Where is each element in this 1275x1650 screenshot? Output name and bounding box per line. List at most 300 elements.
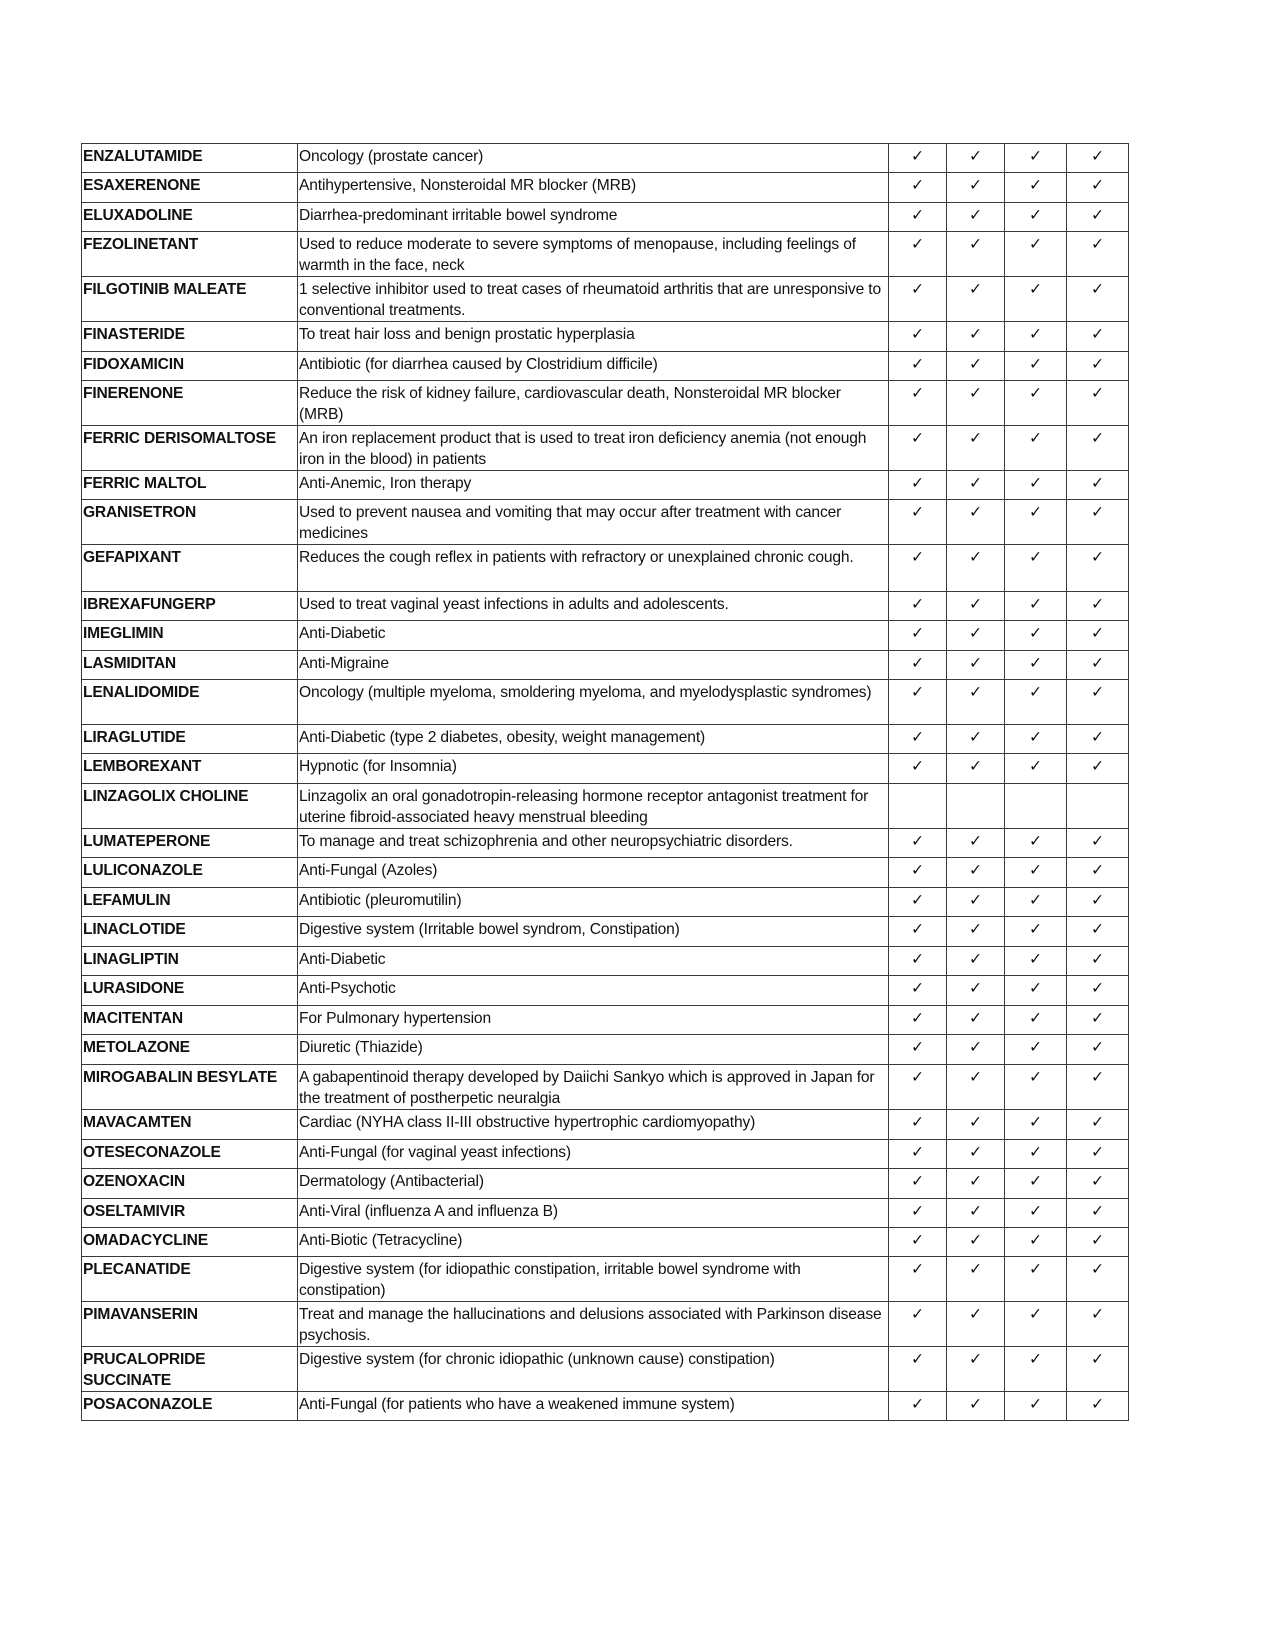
check-cell-2	[947, 829, 1005, 858]
check-cell-3	[1005, 1347, 1067, 1392]
checkmark-icon: ✓	[910, 683, 925, 701]
check-cell-3	[1005, 592, 1067, 621]
drug-description-cell: Used to treat vaginal yeast infections in adults and adolescents.	[298, 592, 889, 621]
checkmark-icon: ✓	[1090, 920, 1105, 938]
checkmark-icon: ✓	[1090, 1068, 1105, 1086]
check-cell-3	[1005, 500, 1067, 545]
table-row	[82, 1392, 1129, 1421]
checkmark-icon: ✓	[968, 950, 983, 968]
checkmark-icon: ✓	[910, 891, 925, 909]
check-cell-2	[947, 203, 1005, 232]
check-cell-2	[947, 1140, 1005, 1169]
checkmark-icon: ✓	[968, 891, 983, 909]
drug-description-cell: For Pulmonary hypertension	[298, 1006, 889, 1035]
checkmark-icon: ✓	[1090, 683, 1105, 701]
drug-name-cell: MACITENTAN	[82, 1006, 298, 1035]
check-cell-4	[1067, 1006, 1129, 1035]
checkmark-icon: ✓	[910, 429, 925, 447]
checkmark-icon: ✓	[968, 548, 983, 566]
checkmark-icon: ✓	[1090, 728, 1105, 746]
checkmark-icon: ✓	[910, 1350, 925, 1368]
drug-description-cell: Oncology (prostate cancer)	[298, 144, 889, 173]
check-cell-4	[1067, 1302, 1129, 1347]
check-cell-2	[947, 1302, 1005, 1347]
check-cell-1	[889, 1110, 947, 1140]
drug-name-cell: FERRIC DERISOMALTOSE	[82, 426, 298, 471]
table-row	[82, 976, 1129, 1006]
drug-description-cell: Reduce the risk of kidney failure, cardiovascular death, Nonsteroidal MR blocker (MRB)	[298, 381, 889, 426]
checkmark-icon: ✓	[1090, 1260, 1105, 1278]
drug-description-cell: Hypnotic (for Insomnia)	[298, 754, 889, 784]
table-row	[82, 1199, 1129, 1228]
checkmark-icon: ✓	[910, 595, 925, 613]
table-row	[82, 500, 1129, 545]
checkmark-icon: ✓	[968, 920, 983, 938]
check-cell-3	[1005, 1169, 1067, 1199]
checkmark-icon: ✓	[910, 206, 925, 224]
checkmark-icon: ✓	[1090, 1231, 1105, 1249]
drug-description-cell: Cardiac (NYHA class II-III obstructive hypertrophic cardiomyopathy)	[298, 1110, 889, 1140]
drug-description-cell: 1 selective inhibitor used to treat cases of rheumatoid arthritis that are unresponsive to conventional treatments.	[298, 277, 889, 322]
check-cell-2	[947, 754, 1005, 784]
check-cell-1	[889, 500, 947, 545]
check-cell-4	[1067, 352, 1129, 381]
check-cell-3	[1005, 322, 1067, 352]
drug-name-cell: MAVACAMTEN	[82, 1110, 298, 1140]
check-cell-3	[1005, 829, 1067, 858]
drug-description-cell: Anti-Diabetic	[298, 621, 889, 651]
check-cell-4	[1067, 545, 1129, 592]
checkmark-icon: ✓	[910, 1009, 925, 1027]
checkmark-icon: ✓	[968, 979, 983, 997]
table-row	[82, 592, 1129, 621]
checkmark-icon: ✓	[1028, 1009, 1043, 1027]
checkmark-icon: ✓	[1090, 1350, 1105, 1368]
check-cell-1	[889, 173, 947, 203]
check-cell-1	[889, 1392, 947, 1421]
checkmark-icon: ✓	[1028, 206, 1043, 224]
check-cell-3	[1005, 277, 1067, 322]
check-cell-1	[889, 1169, 947, 1199]
table-row	[82, 173, 1129, 203]
checkmark-icon: ✓	[1028, 1038, 1043, 1056]
checkmark-icon: ✓	[1090, 1009, 1105, 1027]
checkmark-icon: ✓	[1028, 474, 1043, 492]
checkmark-icon: ✓	[968, 1350, 983, 1368]
checkmark-icon: ✓	[1090, 861, 1105, 879]
check-cell-1	[889, 322, 947, 352]
drug-name-cell: LINAGLIPTIN	[82, 947, 298, 976]
checkmark-icon: ✓	[1090, 1172, 1105, 1190]
check-cell-4	[1067, 725, 1129, 754]
check-cell-1	[889, 784, 947, 829]
check-cell-4	[1067, 203, 1129, 232]
check-cell-4	[1067, 754, 1129, 784]
drug-name-cell: FILGOTINIB MALEATE	[82, 277, 298, 322]
check-cell-2	[947, 173, 1005, 203]
check-cell-4	[1067, 173, 1129, 203]
table-row	[82, 1228, 1129, 1257]
checkmark-icon: ✓	[1028, 1143, 1043, 1161]
drug-name-cell: LUMATEPERONE	[82, 829, 298, 858]
table-row	[82, 1035, 1129, 1065]
check-cell-2	[947, 352, 1005, 381]
check-cell-3	[1005, 754, 1067, 784]
checkmark-icon: ✓	[910, 979, 925, 997]
checkmark-icon: ✓	[910, 325, 925, 343]
checkmark-icon: ✓	[1090, 325, 1105, 343]
checkmark-icon: ✓	[1090, 474, 1105, 492]
check-cell-1	[889, 1006, 947, 1035]
drug-name-cell: FINASTERIDE	[82, 322, 298, 352]
checkmark-icon: ✓	[968, 832, 983, 850]
check-cell-4	[1067, 1199, 1129, 1228]
checkmark-icon: ✓	[1090, 384, 1105, 402]
check-cell-4	[1067, 1228, 1129, 1257]
drug-description-cell: Anti-Psychotic	[298, 976, 889, 1006]
check-cell-4	[1067, 1065, 1129, 1110]
check-cell-1	[889, 1199, 947, 1228]
check-cell-3	[1005, 203, 1067, 232]
check-cell-3	[1005, 621, 1067, 651]
checkmark-icon: ✓	[968, 757, 983, 775]
check-cell-3	[1005, 1392, 1067, 1421]
check-cell-1	[889, 144, 947, 173]
check-cell-4	[1067, 471, 1129, 500]
checkmark-icon: ✓	[968, 1305, 983, 1323]
drug-name-cell: PIMAVANSERIN	[82, 1302, 298, 1347]
check-cell-2	[947, 725, 1005, 754]
checkmark-icon: ✓	[1090, 654, 1105, 672]
check-cell-4	[1067, 829, 1129, 858]
check-cell-1	[889, 947, 947, 976]
drug-name-cell: GEFAPIXANT	[82, 545, 298, 592]
checkmark-icon: ✓	[1090, 891, 1105, 909]
drug-name-cell: FINERENONE	[82, 381, 298, 426]
check-cell-1	[889, 352, 947, 381]
checkmark-icon: ✓	[1090, 1202, 1105, 1220]
check-cell-1	[889, 680, 947, 725]
drug-description-cell: Anti-Diabetic (type 2 diabetes, obesity, weight management)	[298, 725, 889, 754]
checkmark-icon: ✓	[968, 1113, 983, 1131]
check-cell-1	[889, 888, 947, 917]
table-row	[82, 232, 1129, 277]
checkmark-icon: ✓	[910, 235, 925, 253]
checkmark-icon: ✓	[1028, 728, 1043, 746]
checkmark-icon: ✓	[910, 1305, 925, 1323]
check-cell-2	[947, 277, 1005, 322]
drug-name-cell: POSACONAZOLE	[82, 1392, 298, 1421]
check-cell-1	[889, 858, 947, 888]
table-row	[82, 888, 1129, 917]
check-cell-2	[947, 144, 1005, 173]
check-cell-1	[889, 232, 947, 277]
check-cell-2	[947, 621, 1005, 651]
checkmark-icon: ✓	[910, 384, 925, 402]
drug-description-cell: Antihypertensive, Nonsteroidal MR blocker (MRB)	[298, 173, 889, 203]
check-cell-2	[947, 1257, 1005, 1302]
checkmark-icon: ✓	[1028, 355, 1043, 373]
checkmark-icon: ✓	[968, 235, 983, 253]
checkmark-icon: ✓	[1028, 654, 1043, 672]
check-cell-4	[1067, 381, 1129, 426]
check-cell-1	[889, 1347, 947, 1392]
checkmark-icon: ✓	[968, 147, 983, 165]
check-cell-3	[1005, 947, 1067, 976]
checkmark-icon: ✓	[968, 1395, 983, 1413]
checkmark-icon: ✓	[910, 280, 925, 298]
checkmark-icon: ✓	[910, 728, 925, 746]
checkmark-icon: ✓	[968, 683, 983, 701]
check-cell-2	[947, 426, 1005, 471]
checkmark-icon: ✓	[1090, 624, 1105, 642]
checkmark-icon: ✓	[910, 757, 925, 775]
checkmark-icon: ✓	[910, 1143, 925, 1161]
checkmark-icon: ✓	[968, 1260, 983, 1278]
checkmark-icon: ✓	[1028, 1172, 1043, 1190]
drug-description-cell: Anti-Migraine	[298, 651, 889, 680]
checkmark-icon: ✓	[968, 355, 983, 373]
drug-name-cell: LULICONAZOLE	[82, 858, 298, 888]
drug-description-cell: Digestive system (for idiopathic constipation, irritable bowel syndrome with constipation)	[298, 1257, 889, 1302]
checkmark-icon: ✓	[910, 1395, 925, 1413]
drug-name-cell: OMADACYCLINE	[82, 1228, 298, 1257]
checkmark-icon: ✓	[1090, 355, 1105, 373]
drug-description-cell: Reduces the cough reflex in patients with refractory or unexplained chronic cough.	[298, 545, 889, 592]
drug-table-body	[82, 144, 1129, 1421]
drug-description-cell: Antibiotic (pleuromutilin)	[298, 888, 889, 917]
checkmark-icon: ✓	[1090, 548, 1105, 566]
table-row	[82, 277, 1129, 322]
check-cell-4	[1067, 976, 1129, 1006]
check-cell-4	[1067, 1392, 1129, 1421]
table-row	[82, 829, 1129, 858]
check-cell-4	[1067, 277, 1129, 322]
drug-name-cell: LEMBOREXANT	[82, 754, 298, 784]
drug-name-cell: LURASIDONE	[82, 976, 298, 1006]
check-cell-2	[947, 1006, 1005, 1035]
checkmark-icon: ✓	[1028, 147, 1043, 165]
drug-description-cell: Anti-Fungal (Azoles)	[298, 858, 889, 888]
drug-description-cell: Oncology (multiple myeloma, smoldering myeloma, and myelodysplastic syndromes)	[298, 680, 889, 725]
checkmark-icon: ✓	[1028, 1113, 1043, 1131]
check-cell-3	[1005, 888, 1067, 917]
check-cell-3	[1005, 173, 1067, 203]
check-cell-3	[1005, 1006, 1067, 1035]
drug-description-cell: Linzagolix an oral gonadotropin-releasing hormone receptor antagonist treatment for uterine fibroid-associated heavy menstrual bleeding	[298, 784, 889, 829]
checkmark-icon: ✓	[968, 1068, 983, 1086]
check-cell-4	[1067, 1035, 1129, 1065]
drug-description-cell: Diarrhea-predominant irritable bowel syndrome	[298, 203, 889, 232]
check-cell-4	[1067, 784, 1129, 829]
table-row	[82, 381, 1129, 426]
checkmark-icon: ✓	[910, 474, 925, 492]
check-cell-1	[889, 621, 947, 651]
drug-description-cell: To treat hair loss and benign prostatic hyperplasia	[298, 322, 889, 352]
table-row	[82, 1169, 1129, 1199]
drug-name-cell: LASMIDITAN	[82, 651, 298, 680]
drug-name-cell: ELUXADOLINE	[82, 203, 298, 232]
check-cell-4	[1067, 858, 1129, 888]
drug-description-cell: Used to prevent nausea and vomiting that may occur after treatment with cancer medicines	[298, 500, 889, 545]
table-row	[82, 1006, 1129, 1035]
table-row	[82, 754, 1129, 784]
checkmark-icon: ✓	[968, 1202, 983, 1220]
drug-name-cell: OTESECONAZOLE	[82, 1140, 298, 1169]
checkmark-icon: ✓	[910, 861, 925, 879]
checkmark-icon: ✓	[910, 147, 925, 165]
check-cell-4	[1067, 917, 1129, 947]
check-cell-2	[947, 1065, 1005, 1110]
checkmark-icon: ✓	[1090, 235, 1105, 253]
check-cell-4	[1067, 947, 1129, 976]
check-cell-3	[1005, 1065, 1067, 1110]
checkmark-icon: ✓	[968, 595, 983, 613]
check-cell-2	[947, 947, 1005, 976]
checkmark-icon: ✓	[910, 920, 925, 938]
check-cell-3	[1005, 1140, 1067, 1169]
check-cell-3	[1005, 144, 1067, 173]
checkmark-icon: ✓	[910, 1202, 925, 1220]
table-row	[82, 725, 1129, 754]
checkmark-icon: ✓	[1028, 757, 1043, 775]
check-cell-3	[1005, 1199, 1067, 1228]
checkmark-icon: ✓	[968, 1231, 983, 1249]
table-row	[82, 144, 1129, 173]
checkmark-icon: ✓	[910, 1038, 925, 1056]
drug-description-cell: Used to reduce moderate to severe symptoms of menopause, including feelings of warmth in the face, neck	[298, 232, 889, 277]
check-cell-2	[947, 1035, 1005, 1065]
drug-table	[81, 143, 1129, 1421]
check-cell-2	[947, 545, 1005, 592]
table-row	[82, 621, 1129, 651]
checkmark-icon: ✓	[1028, 595, 1043, 613]
checkmark-icon: ✓	[1028, 429, 1043, 447]
check-cell-4	[1067, 1169, 1129, 1199]
checkmark-icon: ✓	[910, 1113, 925, 1131]
table-row	[82, 651, 1129, 680]
check-cell-1	[889, 1035, 947, 1065]
checkmark-icon: ✓	[910, 548, 925, 566]
table-row	[82, 322, 1129, 352]
check-cell-1	[889, 651, 947, 680]
drug-description-cell: A gabapentinoid therapy developed by Daiichi Sankyo which is approved in Japan for the treatment of postherpetic neuralgia	[298, 1065, 889, 1110]
table-row	[82, 471, 1129, 500]
checkmark-icon: ✓	[1028, 1202, 1043, 1220]
check-cell-2	[947, 592, 1005, 621]
check-cell-3	[1005, 1257, 1067, 1302]
drug-description-cell: Anti-Viral (influenza A and influenza B)	[298, 1199, 889, 1228]
table-row	[82, 545, 1129, 592]
checkmark-icon: ✓	[968, 1172, 983, 1190]
checkmark-icon: ✓	[1028, 920, 1043, 938]
checkmark-icon: ✓	[1028, 1068, 1043, 1086]
drug-description-cell: An iron replacement product that is used to treat iron deficiency anemia (not enough iron in the blood) in patients	[298, 426, 889, 471]
checkmark-icon: ✓	[968, 1038, 983, 1056]
checkmark-icon: ✓	[1028, 832, 1043, 850]
check-cell-3	[1005, 784, 1067, 829]
drug-name-cell: PRUCALOPRIDE SUCCINATE	[82, 1347, 298, 1392]
check-cell-3	[1005, 426, 1067, 471]
check-cell-3	[1005, 471, 1067, 500]
checkmark-icon: ✓	[1090, 595, 1105, 613]
drug-name-cell: IMEGLIMIN	[82, 621, 298, 651]
check-cell-3	[1005, 858, 1067, 888]
checkmark-icon: ✓	[910, 832, 925, 850]
drug-name-cell: MIROGABALIN BESYLATE	[82, 1065, 298, 1110]
check-cell-1	[889, 1065, 947, 1110]
checkmark-icon: ✓	[910, 1068, 925, 1086]
check-cell-4	[1067, 680, 1129, 725]
table-row	[82, 1347, 1129, 1392]
checkmark-icon: ✓	[1090, 1395, 1105, 1413]
check-cell-4	[1067, 232, 1129, 277]
checkmark-icon: ✓	[968, 1009, 983, 1027]
check-cell-2	[947, 651, 1005, 680]
check-cell-1	[889, 829, 947, 858]
drug-description-cell: Anti-Fungal (for patients who have a weakened immune system)	[298, 1392, 889, 1421]
table-row	[82, 203, 1129, 232]
checkmark-icon: ✓	[1090, 1113, 1105, 1131]
check-cell-1	[889, 917, 947, 947]
drug-description-cell: Anti-Biotic (Tetracycline)	[298, 1228, 889, 1257]
drug-name-cell: FERRIC MALTOL	[82, 471, 298, 500]
check-cell-4	[1067, 1110, 1129, 1140]
checkmark-icon: ✓	[1028, 1260, 1043, 1278]
check-cell-3	[1005, 976, 1067, 1006]
table-row	[82, 1140, 1129, 1169]
check-cell-4	[1067, 621, 1129, 651]
checkmark-icon: ✓	[968, 176, 983, 194]
checkmark-icon: ✓	[1028, 950, 1043, 968]
check-cell-3	[1005, 545, 1067, 592]
table-row	[82, 784, 1129, 829]
check-cell-4	[1067, 426, 1129, 471]
checkmark-icon: ✓	[968, 728, 983, 746]
drug-description-cell: Diuretic (Thiazide)	[298, 1035, 889, 1065]
drug-description-cell: Treat and manage the hallucinations and delusions associated with Parkinson disease psychosis.	[298, 1302, 889, 1347]
checkmark-icon: ✓	[910, 950, 925, 968]
checkmark-icon: ✓	[1028, 1305, 1043, 1323]
checkmark-icon: ✓	[1090, 503, 1105, 521]
check-cell-2	[947, 784, 1005, 829]
check-cell-1	[889, 1257, 947, 1302]
table-row	[82, 947, 1129, 976]
drug-name-cell: OSELTAMIVIR	[82, 1199, 298, 1228]
table-row	[82, 1110, 1129, 1140]
checkmark-icon: ✓	[968, 206, 983, 224]
checkmark-icon: ✓	[968, 384, 983, 402]
checkmark-icon: ✓	[1028, 1350, 1043, 1368]
check-cell-1	[889, 725, 947, 754]
checkmark-icon: ✓	[968, 861, 983, 879]
check-cell-2	[947, 381, 1005, 426]
check-cell-2	[947, 858, 1005, 888]
check-cell-3	[1005, 1228, 1067, 1257]
checkmark-icon: ✓	[968, 503, 983, 521]
check-cell-1	[889, 545, 947, 592]
check-cell-2	[947, 1199, 1005, 1228]
drug-name-cell: ESAXERENONE	[82, 173, 298, 203]
table-row	[82, 1257, 1129, 1302]
table-row	[82, 1302, 1129, 1347]
drug-name-cell: LINZAGOLIX CHOLINE	[82, 784, 298, 829]
checkmark-icon: ✓	[1028, 280, 1043, 298]
checkmark-icon: ✓	[1028, 683, 1043, 701]
checkmark-icon: ✓	[1028, 503, 1043, 521]
drug-name-cell: ENZALUTAMIDE	[82, 144, 298, 173]
checkmark-icon: ✓	[1028, 548, 1043, 566]
